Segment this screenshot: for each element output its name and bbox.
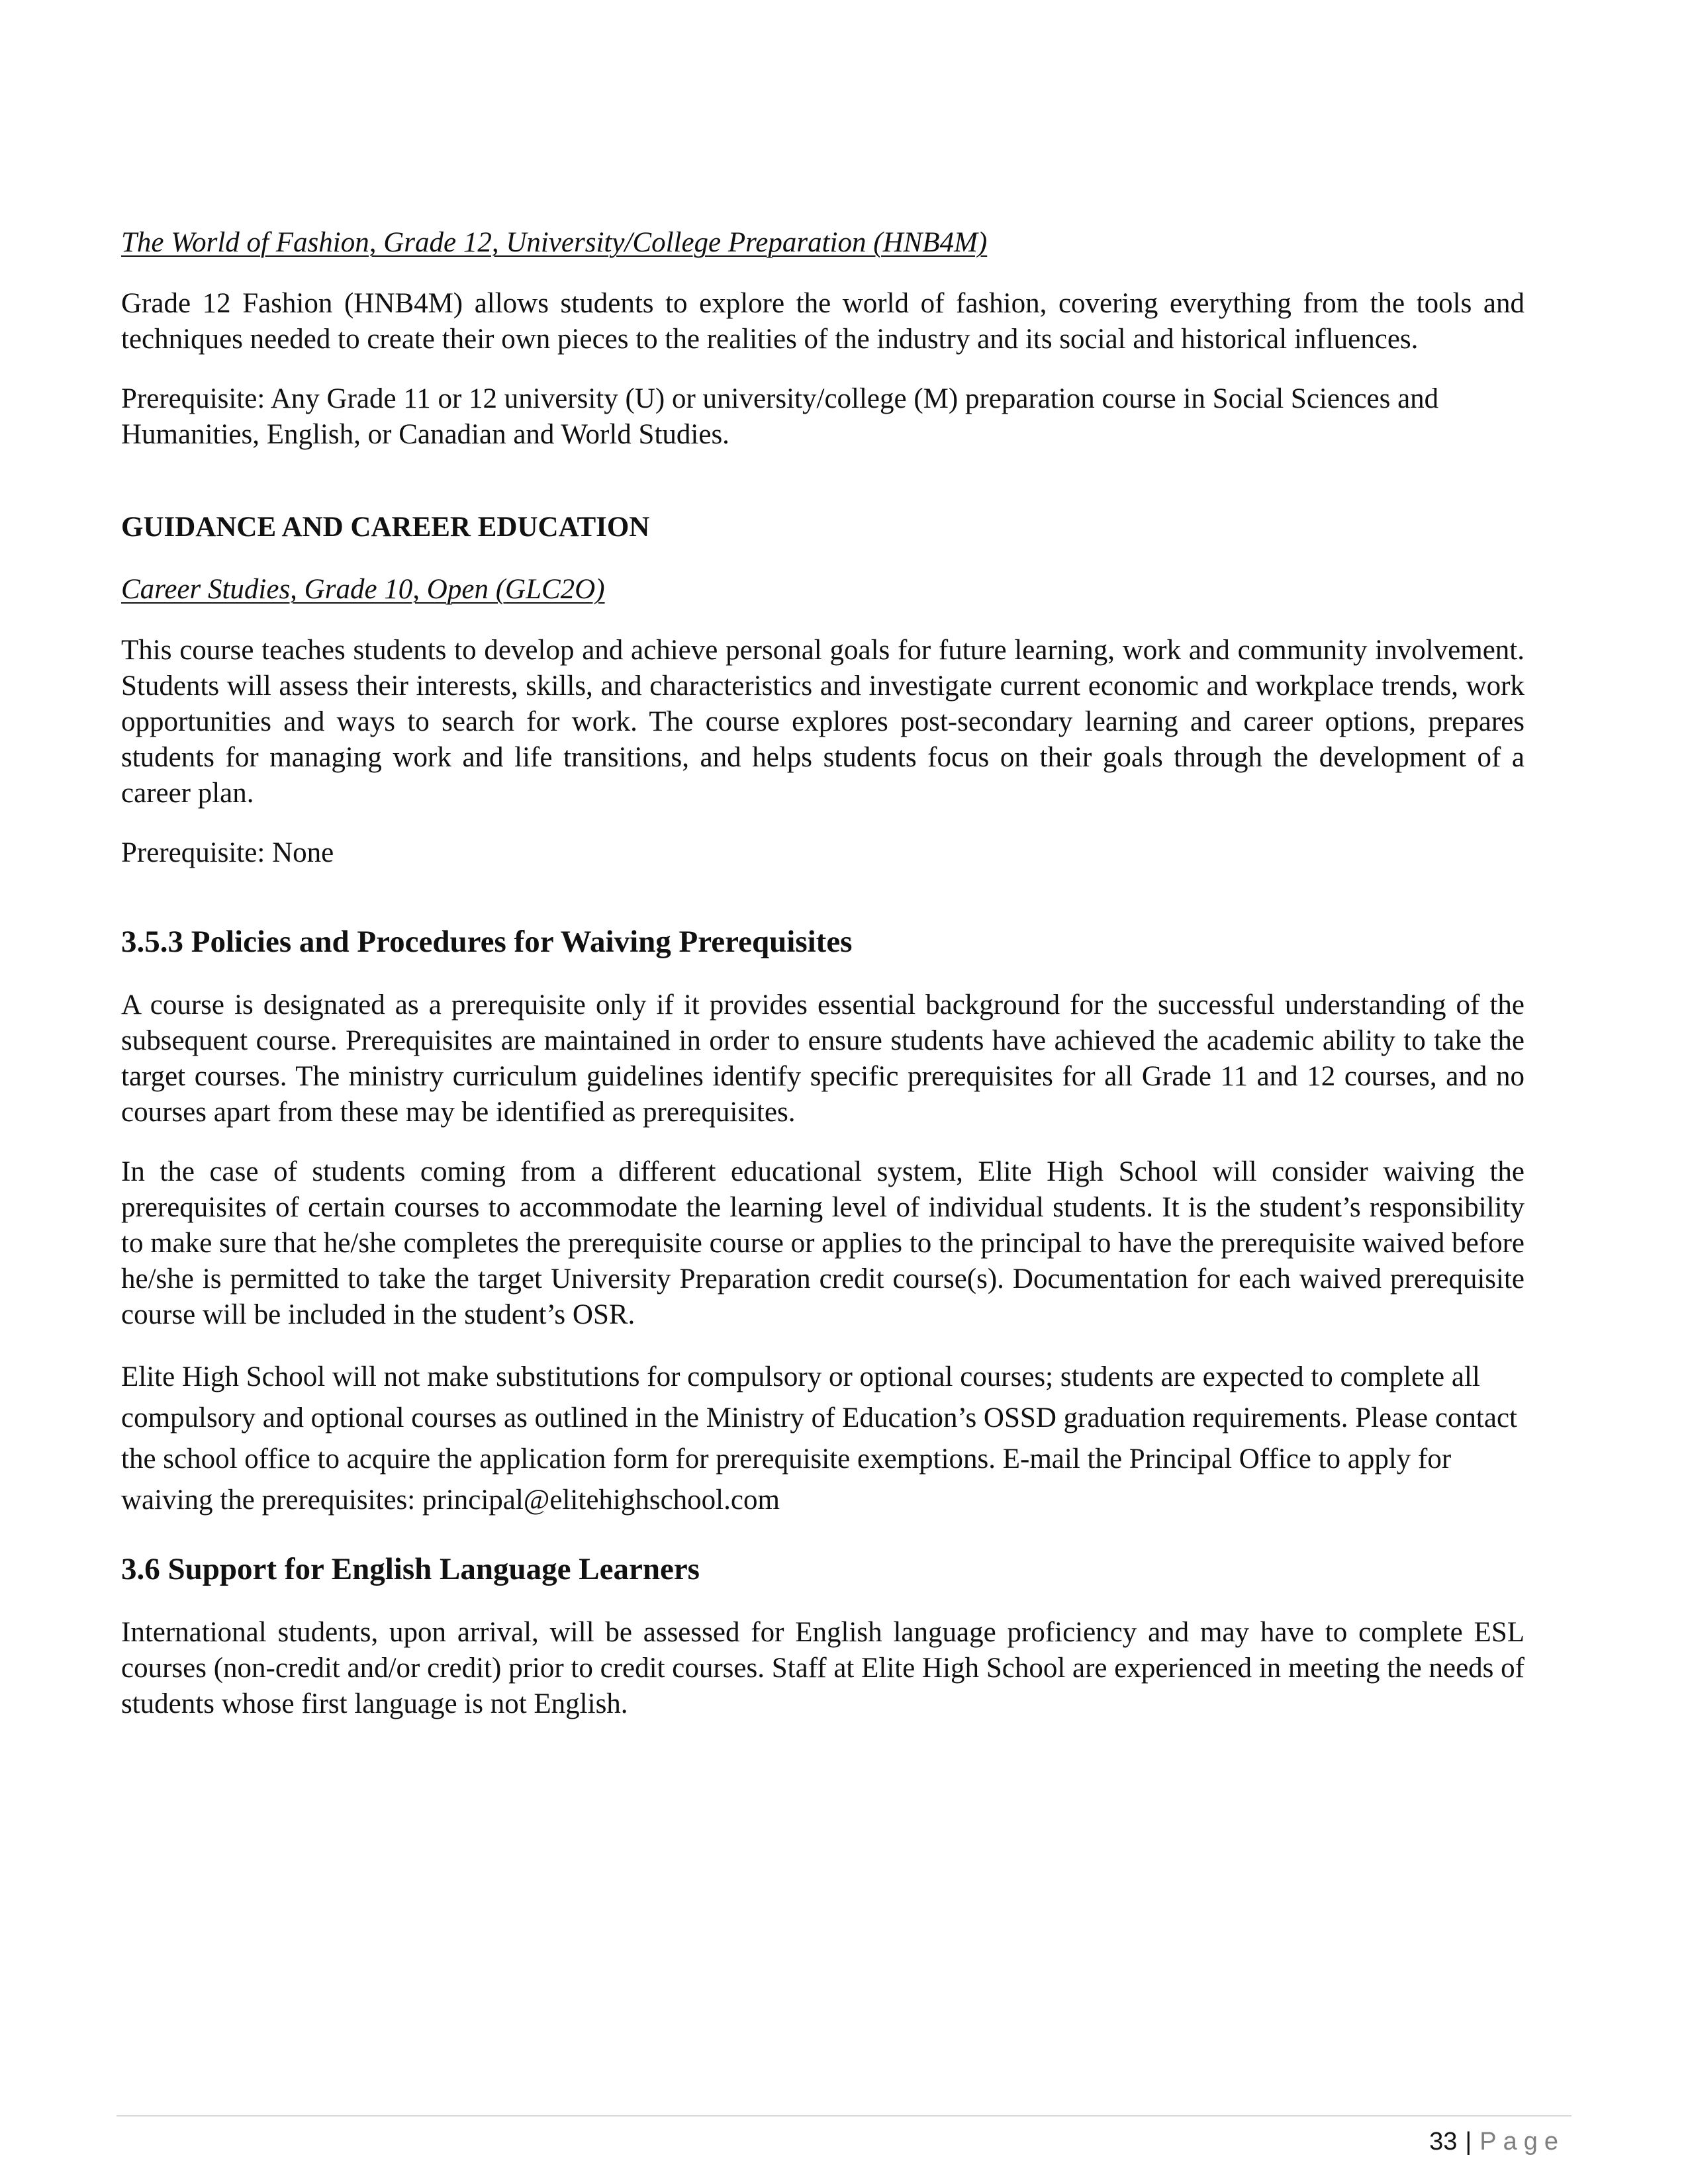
ell-support-paragraph: International students, upon arrival, will be assessed for English language proficiency and may have to complete ESL courses (non-credit and/or credit) prior to credit courses. Staff at Elite High School are experienced in meeting the needs of students whose first language is not English. (121, 1617, 1524, 1719)
waiving-paragraph-3: Elite High School will not make substitutions for compulsory or optional courses; students are expected to complete all compulsory and optional courses as outlined in the Ministry of Education’s OSSD graduation requirements. Please contact the school office to acquire the application form for prerequisite exemptions. E-mail the Principal Office to apply for waiving the prerequisites: principal@elitehighschool.com (121, 1361, 1517, 1516)
page-footer (1429, 2126, 1565, 2158)
career-studies-prerequisite: Prerequisite: None (121, 837, 334, 868)
page-number: 33 (1429, 2128, 1458, 2156)
waiving-paragraph-2: In the case of students coming from a different educational system, Elite High School will consider waiving the prerequisites of certain courses to accommodate the learning level of individual students. It is the student’s responsibility to make sure that he/she completes the prerequisite course or applies to the principal to have the prerequisite waived before he/she is permitted to take the target University Preparation credit course(s). Documentation for each waived prerequisite course will be included in the student’s OSR. (121, 1156, 1524, 1330)
page-label: Page (1479, 2128, 1565, 2156)
footer-separator: | (1465, 2128, 1472, 2156)
fashion-course-prerequisite: Prerequisite: Any Grade 11 or 12 university (U) or university/college (M) preparation course in Social Sciences and Humanities, English, or Canadian and World Studies. (121, 383, 1439, 450)
career-studies-description: This course teaches students to develop and achieve personal goals for future learning, work and community involvement. Students will assess their interests, skills, and characteristics and investigate current economic and workplace trends, work opportunities and ways to search for work. The course explores post-secondary learning and career options, prepares students for managing work and life transitions, and helps students focus on their goals through the development of a career plan. (121, 635, 1524, 809)
guidance-section-heading: GUIDANCE AND CAREER EDUCATION (121, 512, 650, 543)
ell-support-heading: 3.6 Support for English Language Learners (121, 1552, 700, 1586)
page-content (121, 225, 1524, 1746)
footer-divider (117, 2115, 1571, 2116)
fashion-course-title: The World of Fashion, Grade 12, University/College Preparation (HNB4M) (121, 227, 988, 258)
fashion-course-description: Grade 12 Fashion (HNB4M) allows students to explore the world of fashion, covering everything from the tools and techniques needed to create their own pieces to the realities of the industry and its social and historical influences. (121, 288, 1524, 355)
career-studies-course-title: Career Studies, Grade 10, Open (GLC2O) (121, 574, 605, 605)
waiving-prerequisites-heading: 3.5.3 Policies and Procedures for Waiving Prerequisites (121, 925, 853, 959)
waiving-paragraph-1: A course is designated as a prerequisite only if it provides essential background for the successful understanding of the subsequent course. Prerequisites are maintained in order to ensure students have achieved the academic ability to take the target courses. The ministry curriculum guidelines identify specific prerequisites for all Grade 11 and 12 courses, and no courses apart from these may be identified as prerequisites. (121, 989, 1524, 1128)
